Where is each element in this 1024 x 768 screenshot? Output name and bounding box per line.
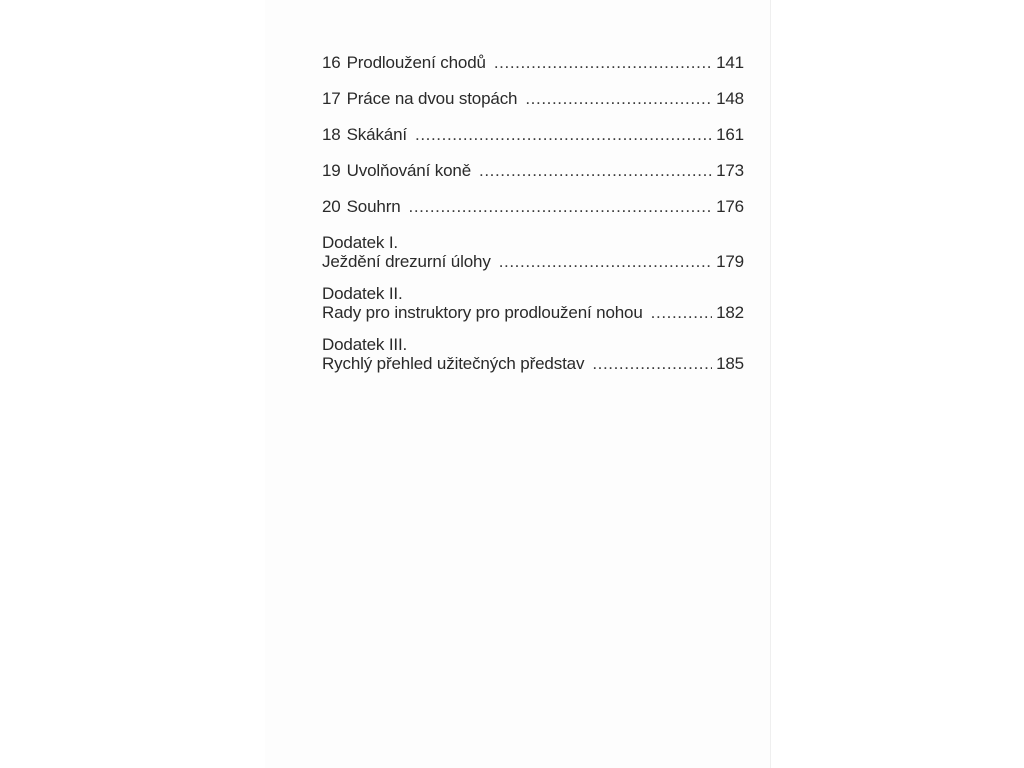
chapter-number: 19 (322, 161, 341, 180)
page-number: 182 (716, 303, 744, 322)
page-number: 161 (716, 125, 744, 144)
dot-leader (409, 196, 713, 218)
chapter-number: 20 (322, 197, 341, 216)
page-number: 179 (716, 252, 744, 271)
toc-entry-appendix-1 (322, 232, 744, 273)
page-number: 176 (716, 197, 744, 216)
chapter-number: 18 (322, 125, 341, 144)
toc-entry-chapter-16 (322, 52, 744, 74)
appendix-heading: Dodatek II. (322, 284, 403, 303)
appendix-heading: Dodatek I. (322, 233, 398, 252)
page-number: 185 (716, 354, 744, 373)
chapter-title: Práce na dvou stopách (346, 89, 518, 108)
toc-entry-appendix-2 (322, 283, 744, 324)
appendix-title: Rady pro instruktory pro prodloužení nohou (322, 303, 643, 322)
appendix-heading: Dodatek III. (322, 335, 408, 354)
dot-leader (494, 52, 712, 74)
appendix-title: Rychlý přehled užitečných představ (322, 354, 585, 373)
toc-entry-chapter-20 (322, 196, 744, 218)
toc-entry-chapter-18 (322, 124, 744, 146)
chapter-title: Uvolňování koně (346, 161, 471, 180)
appendix-title: Ježdění drezurní úlohy (322, 252, 491, 271)
page-number: 141 (716, 53, 744, 72)
toc-entry-chapter-17 (322, 88, 744, 110)
page-number: 148 (716, 89, 744, 108)
dot-leader (525, 88, 712, 110)
dot-leader (499, 251, 712, 273)
chapter-title: Prodloužení chodů (346, 53, 486, 72)
page-number: 173 (716, 161, 744, 180)
table-of-contents (322, 52, 744, 385)
dot-leader (592, 353, 712, 375)
toc-entry-chapter-19 (322, 160, 744, 182)
chapter-title: Souhrn (346, 197, 401, 216)
toc-entry-appendix-3 (322, 334, 744, 375)
dot-leader (651, 302, 712, 324)
chapter-number: 17 (322, 89, 341, 108)
dot-leader (479, 160, 712, 182)
dot-leader (415, 124, 712, 146)
chapter-title: Skákání (346, 125, 407, 144)
chapter-number: 16 (322, 53, 341, 72)
